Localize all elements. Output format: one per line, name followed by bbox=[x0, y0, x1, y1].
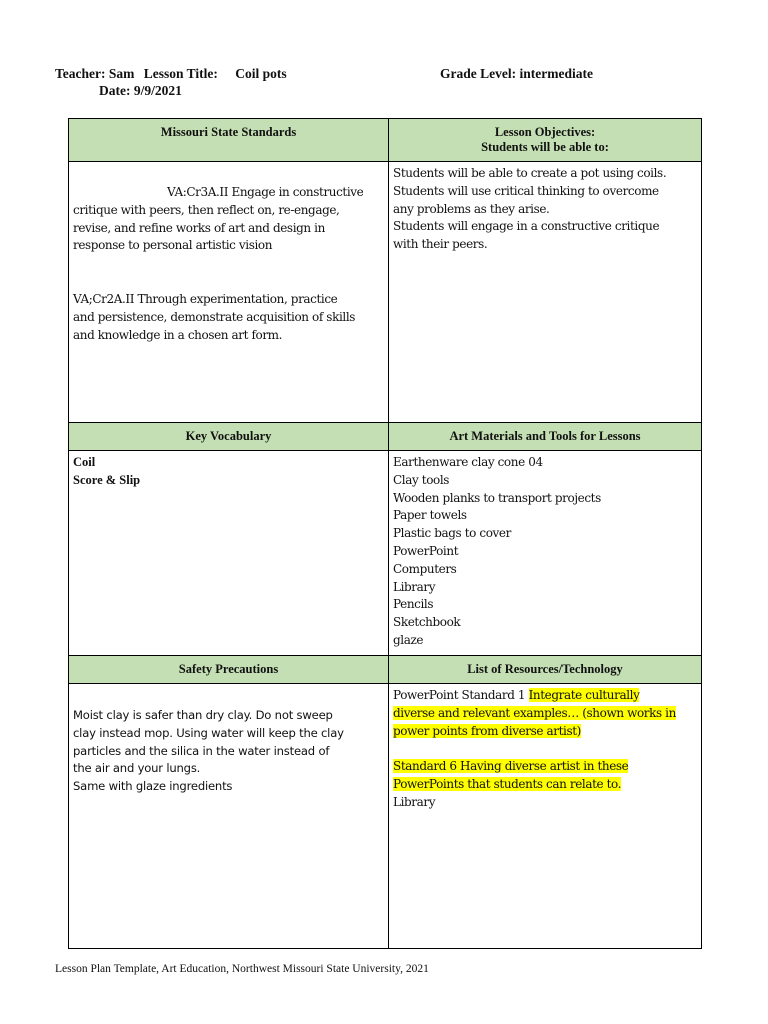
resources-cell bbox=[389, 684, 702, 949]
standards-cell bbox=[69, 162, 389, 423]
material-item: Sketchbook bbox=[393, 615, 461, 630]
materials-cell bbox=[389, 451, 702, 656]
objective-line-4: Students will engage in a constructive critique bbox=[393, 219, 660, 234]
safety-line-5: Same with glaze ingredients bbox=[73, 779, 233, 794]
material-item: Paper towels bbox=[393, 508, 467, 523]
objectives-heading bbox=[389, 119, 701, 155]
resource-line-5 bbox=[393, 776, 697, 794]
standards-heading-cell bbox=[69, 119, 389, 162]
material-item: glaze bbox=[393, 632, 424, 647]
standards-heading: Missouri State Standards bbox=[160, 125, 297, 139]
material-item: Library bbox=[393, 579, 436, 594]
page-footer: Lesson Plan Template, Art Education, Northwest Missouri State University, 2021 bbox=[55, 963, 429, 975]
safety-resources-header-row bbox=[69, 656, 702, 684]
safety-line-4: the air and your lungs. bbox=[73, 761, 201, 776]
vocabulary-heading-cell bbox=[69, 423, 389, 451]
objectives-cell bbox=[389, 162, 702, 423]
resource-highlight-text: power points from diverse artist) bbox=[393, 723, 581, 738]
material-item: Plastic bags to cover bbox=[393, 526, 511, 541]
objectives-heading-cell bbox=[389, 119, 702, 162]
standards-objectives-body-row bbox=[69, 162, 702, 423]
lesson-title-label: Lesson Title: bbox=[143, 66, 218, 81]
standards-objectives-header-row bbox=[69, 119, 702, 162]
standard-b-line-2: and persistence, demonstrate acquisition of skills bbox=[73, 309, 356, 324]
lesson-plan-table bbox=[68, 118, 702, 949]
resource-line-1 bbox=[393, 687, 697, 705]
vocabulary-cell bbox=[69, 451, 389, 656]
safety-heading-cell bbox=[69, 656, 389, 684]
header-row-2 bbox=[55, 83, 715, 100]
standard-b-line-3: and knowledge in a chosen art form. bbox=[73, 327, 283, 342]
standard-a-line-1: VA:Cr3A.II Engage in constructive bbox=[167, 185, 364, 199]
resource-line-3 bbox=[393, 723, 697, 741]
objective-line-3: any problems as they arise. bbox=[393, 201, 550, 216]
lesson-title: Coil pots bbox=[235, 66, 287, 81]
safety-line-1: Moist clay is safer than dry clay. Do not sweep bbox=[73, 708, 333, 722]
teacher-name: Teacher: Sam bbox=[55, 66, 135, 81]
resources-heading-cell bbox=[389, 656, 702, 684]
resources-heading: List of Resources/Technology bbox=[467, 662, 623, 676]
standard-a-line-3: revise, and refine works of art and design in bbox=[73, 220, 325, 235]
grade-level: Grade Level: intermediate bbox=[440, 66, 593, 81]
safety-line-3: particles and the silica in the water instead of bbox=[73, 743, 330, 758]
objectives-heading-line-1: Lesson Objectives: bbox=[494, 125, 596, 139]
objective-line-2: Students will use critical thinking to overcome bbox=[393, 183, 659, 198]
objective-line-1: Students will be able to create a pot using coils. bbox=[393, 166, 667, 180]
safety-line-2: clay instead mop. Using water will keep the clay bbox=[73, 725, 344, 740]
standard-a-line-2: critique with peers, then reflect on, re-engage, bbox=[73, 202, 340, 217]
vocab-item: Coil bbox=[73, 455, 96, 469]
vocab-item: Score & Slip bbox=[73, 472, 141, 487]
standard-b-line-1: VA;Cr2A.II Through experimentation, practice bbox=[73, 292, 338, 307]
material-item: Clay tools bbox=[393, 472, 450, 487]
material-item: Wooden planks to transport projects bbox=[393, 490, 601, 505]
lesson-date: Date: 9/9/2021 bbox=[99, 83, 182, 98]
header-row-1 bbox=[55, 66, 715, 83]
materials-heading-cell bbox=[389, 423, 702, 451]
materials-heading: Art Materials and Tools for Lessons bbox=[449, 429, 641, 443]
safety-cell bbox=[69, 684, 389, 949]
resource-highlight-text: diverse and relevant examples… (shown works in bbox=[393, 705, 676, 720]
standard-a-line-4: response to personal artistic vision bbox=[73, 238, 273, 253]
resource-line-4 bbox=[393, 758, 697, 776]
material-item: Earthenware clay cone 04 bbox=[393, 455, 543, 469]
safety-resources-body-row bbox=[69, 684, 702, 949]
resource-line-6: Library bbox=[393, 794, 436, 809]
vocab-materials-header-row bbox=[69, 423, 702, 451]
resource-highlight-text: Integrate culturally bbox=[528, 688, 640, 702]
document-header bbox=[55, 66, 715, 100]
safety-heading: Safety Precautions bbox=[178, 662, 279, 676]
vocab-materials-body-row bbox=[69, 451, 702, 656]
resource-line-2 bbox=[393, 705, 697, 723]
objectives-heading-line-2: Students will be able to: bbox=[481, 140, 609, 154]
material-item: PowerPoint bbox=[393, 543, 459, 558]
resource-highlight-text: PowerPoints that students can relate to. bbox=[393, 777, 622, 792]
vocabulary-heading: Key Vocabulary bbox=[185, 429, 272, 443]
material-item: Pencils bbox=[393, 597, 434, 612]
material-item: Computers bbox=[393, 561, 457, 576]
resource-highlight-text: Standard 6 Having diverse artist in these bbox=[393, 759, 629, 774]
objective-line-5: with their peers. bbox=[393, 237, 488, 252]
resource-plain-text: PowerPoint Standard 1 bbox=[393, 688, 526, 702]
